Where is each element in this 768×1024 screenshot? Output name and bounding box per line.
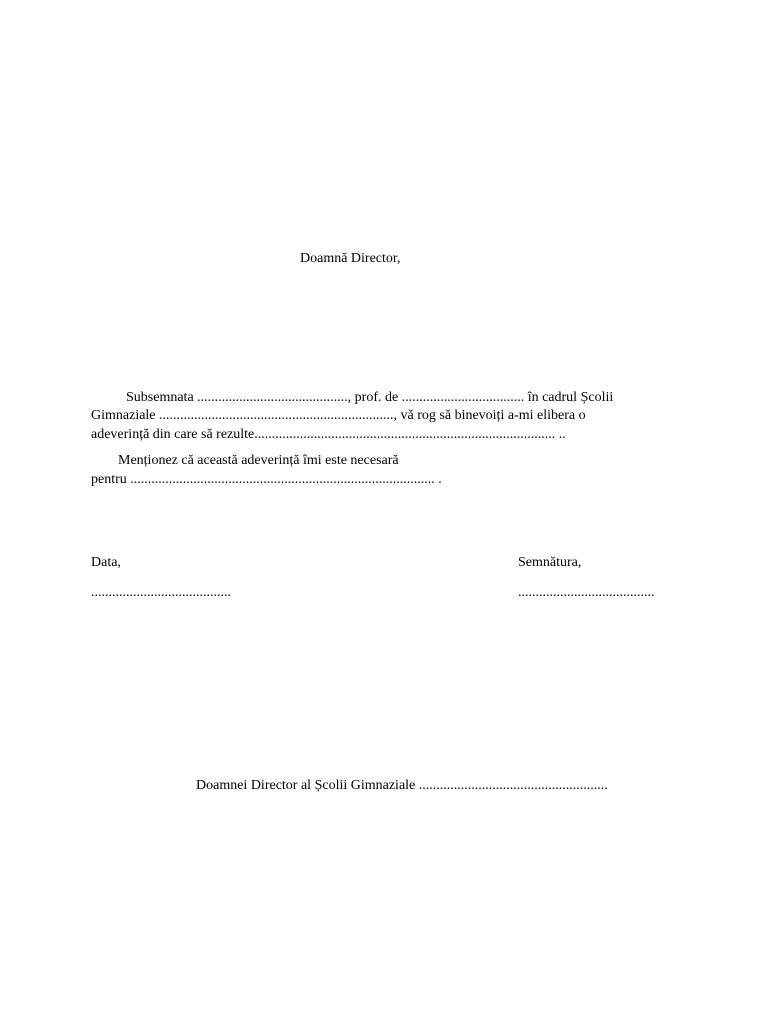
mention-line-2: pentru ....................................................................................... . [91, 472, 442, 487]
date-label: Data, [91, 555, 121, 570]
request-line-3: adeverință din care să rezulte...................................................................................... .. [91, 427, 566, 442]
signature-field-dots: ....................................... [518, 585, 655, 600]
signature-label: Semnătura, [518, 555, 582, 570]
date-field-dots: ........................................ [91, 585, 231, 600]
request-line-2: Gimnaziale ..................................................................., vă rog să binevoiți a-mi elibera o [91, 408, 586, 423]
salutation: Doamnă Director, [300, 251, 401, 266]
addressee-line: Doamnei Director al Școlii Gimnaziale ...................................................... [196, 778, 608, 793]
mention-line-1: Menționez că această adeverință îmi este necesară [118, 453, 399, 468]
request-line-1: Subsemnata ..........................................., prof. de ................................... în cadrul Școlii [126, 390, 614, 405]
